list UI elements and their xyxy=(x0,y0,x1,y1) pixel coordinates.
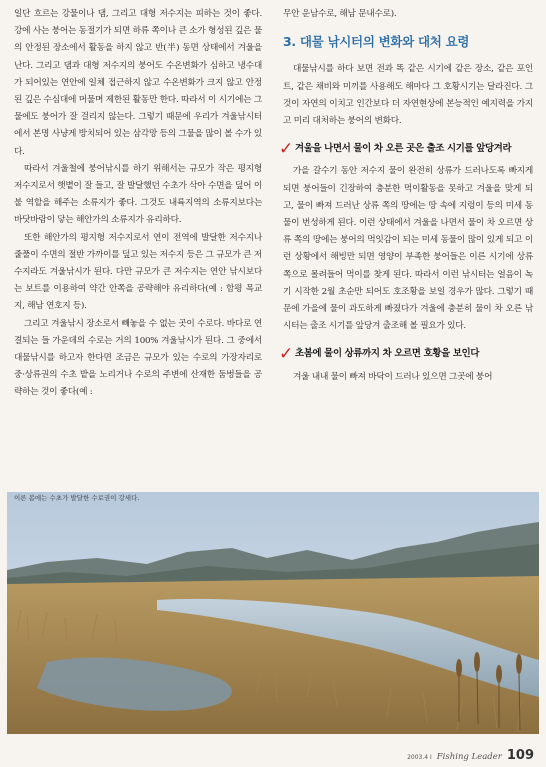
photo-caption: 이른 봄에는 수초가 발달한 수로권이 강세다. xyxy=(14,494,140,502)
section-title: 3. 대물 낚시터의 변화와 대처 요령 xyxy=(283,34,470,50)
magazine-name: Fishing Leader xyxy=(436,752,502,762)
check-mark-icon: ✓ xyxy=(279,138,293,159)
landscape-photo-icon xyxy=(7,492,539,734)
subheading xyxy=(279,344,533,365)
page-footer xyxy=(407,748,534,763)
body-paragraph: 그리고 겨울낚시 장소로서 빼놓을 수 없는 곳이 수로다. 바다로 연결되는 들 가운데의 수로는 거의 100% 겨울낚시가 된다. 그 중에서 대물낚시를 하고자 한다면 조금은 규모가 있는 수로의 가장자리로 중·상류권의 수초 밭을 노리거나 수로의 주변에 산재한 둠벙들을 공략하는 것이 좋다(예 : xyxy=(14,318,262,398)
body-paragraph: 가을 갈수기 동안 저수지 물이 완전히 상류가 드러나도록 빠지게 되면 붕어들이 긴장하여 충분한 먹이활동을 못하고 겨울을 맞게 되고, 물이 빠져 드러난 상류 쪽의 땅에는 땅 속에 지렁이 등의 미세 동물이 번성하게 된다. 이런 상태에서 겨울을 나면서 물이 차 오르면 상류 쪽의 땅에는 붕어의 먹잇감이 되는 미세 동물이 많이 있게 되고 이런 상황에서 해빙만 되면 영양이 부족한 붕어들은 이른 시기에 상류 쪽으로 몰려들어 먹이를 찾게 된다. 따라서 이런 낚시터는 얼음이 녹기 시작한 2월 초순만 되어도 호조황을 보일 경우가 많다. 그렇기 때문에 가을에 물이 과도하게 빠졌다가 겨울에 충분히 물이 차 오른 낚시터는 출조 시기를 앞당겨 출조해 볼 필요가 있다. xyxy=(283,166,533,332)
subheading-text: 초봄에 물이 상류까지 차 오르면 호황을 보인다 xyxy=(294,348,480,360)
issue-date: 2003.4 I xyxy=(407,754,432,761)
page-number: 109 xyxy=(506,748,534,763)
body-paragraph: 대물낚시를 하다 보면 전과 똑 같은 시기에 같은 장소, 같은 포인트, 같은 채비와 미끼를 사용해도 해마다 그 호황시기는 달라진다. 그것이 자연의 이치고 인간보다 더 자연현상에 본능적인 예지력을 가지고 미리 대처하는 붕어의 변화다. xyxy=(283,64,533,127)
body-paragraph: 또한 해안가의 평지형 저수지로서 연이 전역에 발달한 저수지나 줄풀이 수면의 절반 가까이를 덮고 있는 저수지 등은 그 규모가 큰 저수지라도 겨울낚시가 된다. 다만 규모가 큰 저수지는 연안 낚시보다는 보트를 이용하여 약간 안쪽을 공략해야 유리하다(예 : 함평 목교지, 해남 연호지 등). xyxy=(14,232,262,312)
left-column xyxy=(14,6,262,402)
landscape-photo xyxy=(7,492,539,734)
subheading xyxy=(279,140,533,157)
subheading-text: 겨울을 나면서 물이 차 오른 곳은 출조 시기를 앞당겨라 xyxy=(294,143,512,155)
body-paragraph: 겨울 내내 물이 빠져 바닥이 드러나 있으면 그곳에 붕어 xyxy=(293,371,493,382)
body-paragraph: 일단 흐르는 강물이나 댐, 그리고 대형 저수지는 피하는 것이 좋다. 강에 사는 붕어는 동절기가 되면 하류 쪽이나 큰 소가 형성된 깊은 물의 안정된 장소에서 활동을 하지 않고 반(半) 동면 상태에서 겨울을 난다. 그리고 댐과 대형 저수지의 붕어도 수온변화가 심하고 냉수대가 되어있는 연안에 일체 접근하지 않고 수온변화가 크지 않고 안정된 깊은 수심대에 머물며 제한된 활동만 한다. 따라서 이 시기에는 그물에도 붕어가 잘 걸리지 않는다. 그렇기 때문에 우리가 겨울낚시터에서 본명 사냥게 방치되어 있는 삼각망 등의 그물을 많이 볼 수가 있다. xyxy=(14,9,262,157)
body-paragraph: 따라서 겨울철에 붕어낚시를 하기 위해서는 규모가 작은 평지형 저수지로서 햇볕이 잘 들고, 잘 발달했던 수초가 삭아 수면을 덮어 이불 역할을 해주는 소류지가 좋다. 그것도 내륙지역의 소류지보다는 바닷바람이 닿는 해안가의 소류지가 유리하다. xyxy=(14,163,262,226)
right-column xyxy=(279,6,533,386)
body-paragraph: 무안 운남수로, 해남 문내수로). xyxy=(283,9,397,19)
check-mark-icon: ✓ xyxy=(279,344,293,365)
